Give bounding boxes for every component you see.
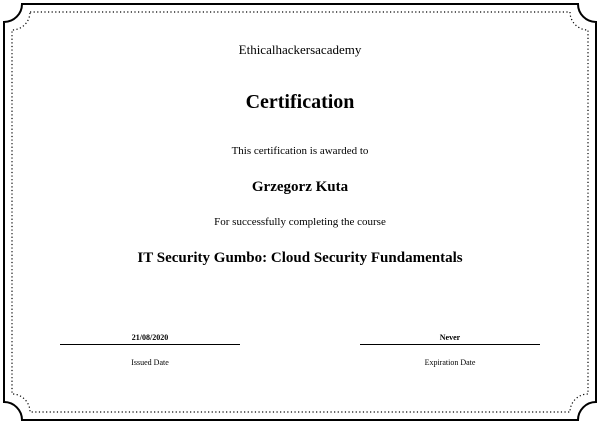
expiration-date-label: Expiration Date bbox=[424, 358, 476, 367]
completion-text: For successfully completing the course bbox=[214, 216, 386, 228]
organization-name: Ethicalhackersacademy bbox=[238, 42, 362, 57]
expiration-date-value: Never bbox=[439, 333, 461, 342]
expiration-date-line bbox=[360, 344, 540, 345]
issued-date-block bbox=[60, 333, 240, 368]
issued-date-label: Issued Date bbox=[131, 358, 169, 367]
expiration-date-block bbox=[360, 333, 540, 368]
issued-date-line bbox=[60, 344, 240, 345]
recipient-name: Grzegorz Kuta bbox=[251, 179, 349, 195]
issued-date-value: 21/08/2020 bbox=[131, 333, 169, 342]
awarded-text: This certification is awarded to bbox=[231, 145, 369, 157]
certificate-title: Certification bbox=[245, 91, 355, 113]
course-title: IT Security Gumbo: Cloud Security Fundamentals bbox=[137, 250, 463, 266]
